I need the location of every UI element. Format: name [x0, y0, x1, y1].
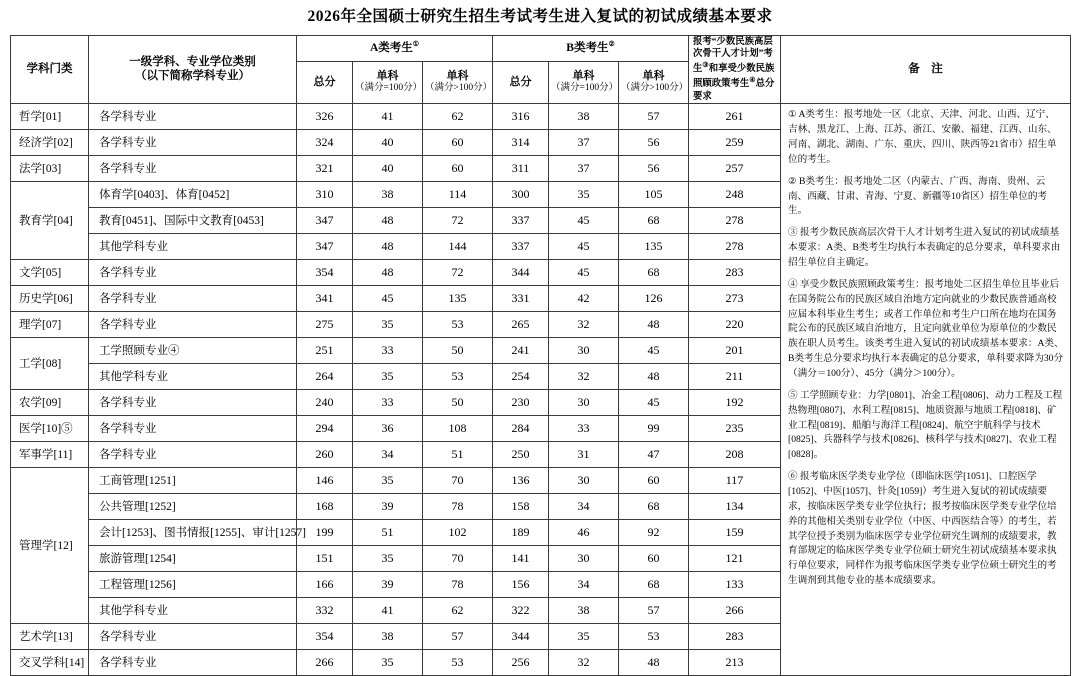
b-single-over-100-cell: 68 [619, 494, 689, 520]
b-single-100-cell: 32 [549, 650, 619, 676]
header-remarks: 备 注 [781, 35, 1071, 104]
b-total-cell: 337 [493, 208, 549, 234]
header-a-total: 总分 [297, 61, 353, 104]
b-single-100-cell: 45 [549, 208, 619, 234]
minority-total-cell: 121 [689, 546, 781, 572]
minority-total-cell: 278 [689, 208, 781, 234]
header-b-single-over-100 [619, 61, 689, 104]
minority-total-cell: 201 [689, 338, 781, 364]
minority-total-cell: 248 [689, 182, 781, 208]
major-name-cell: 会计[1253]、图书情报[1255]、审计[1257] [89, 520, 297, 546]
a-single-100-cell: 40 [353, 156, 423, 182]
a-single-100-cell: 40 [353, 130, 423, 156]
a-total-cell: 166 [297, 572, 353, 598]
minority-total-cell: 117 [689, 468, 781, 494]
a-single-100-cell: 35 [353, 546, 423, 572]
b-single-100-cell: 45 [549, 260, 619, 286]
b-single-100-cell: 45 [549, 234, 619, 260]
minority-total-cell: 211 [689, 364, 781, 390]
a-single-over-100-cell: 62 [423, 598, 493, 624]
a-single-100-cell: 41 [353, 104, 423, 130]
b-single-100-cell: 46 [549, 520, 619, 546]
discipline-category-cell: 医学[10]⑤ [11, 416, 89, 442]
discipline-category-cell: 法学[03] [11, 156, 89, 182]
remark-note: ⑥ 报考临床医学类专业学位（即临床医学[1051]、口腔医学[1052]、中医[1057]、针灸[1059]）考生进入复试的初试成绩要求，按临床医学类专业学位执行；报考按临床医学类专业学位培养的其他相关类别专业学位（中医、中西医结合等）的考生，若其学位授予类别为临床医学专业学位研究生调剂的成绩要求，教育部规定的临床医学类专业学位硕士研究生初试成绩基本要求执行单位要求，同样作为报考临床医学类专业学位硕士研究生的考生调剂到其他专业的基本成绩要求。 [788, 471, 1057, 587]
a-single-100-cell: 51 [353, 520, 423, 546]
discipline-category-cell: 工学[08] [11, 338, 89, 390]
major-name-cell: 各学科专业 [89, 416, 297, 442]
header-group-b-label: B类考生 [566, 42, 609, 55]
header-a-single-over-100 [423, 61, 493, 104]
header-group-b-mark: ② [608, 40, 615, 49]
major-name-cell: 各学科专业 [89, 312, 297, 338]
b-single-100-cell: 30 [549, 338, 619, 364]
header-b-single-over-100-sub: （满分>100分） [621, 83, 689, 94]
a-total-cell: 260 [297, 442, 353, 468]
a-total-cell: 275 [297, 312, 353, 338]
b-single-over-100-cell: 126 [619, 286, 689, 312]
minority-total-cell: 220 [689, 312, 781, 338]
a-single-over-100-cell: 70 [423, 546, 493, 572]
b-single-over-100-cell: 45 [619, 390, 689, 416]
discipline-category-cell: 交叉学科[14] [11, 650, 89, 676]
a-total-cell: 146 [297, 468, 353, 494]
header-minority-policy-text1: 报考“少数民族高层次骨干人才计划”考生 [693, 36, 773, 75]
a-total-cell: 341 [297, 286, 353, 312]
a-total-cell: 347 [297, 234, 353, 260]
b-single-over-100-cell: 57 [619, 598, 689, 624]
table-header [11, 35, 1071, 104]
b-single-100-cell: 34 [549, 494, 619, 520]
a-single-100-cell: 48 [353, 208, 423, 234]
major-name-cell: 各学科专业 [89, 130, 297, 156]
a-total-cell: 354 [297, 260, 353, 286]
a-total-cell: 354 [297, 624, 353, 650]
b-single-over-100-cell: 68 [619, 572, 689, 598]
b-single-over-100-cell: 47 [619, 442, 689, 468]
b-single-100-cell: 42 [549, 286, 619, 312]
minority-total-cell: 261 [689, 104, 781, 130]
minority-total-cell: 266 [689, 598, 781, 624]
minority-total-cell: 273 [689, 286, 781, 312]
page-title: 2026年全国硕士研究生招生考试考生进入复试的初试成绩基本要求 [307, 8, 773, 25]
b-single-over-100-cell: 68 [619, 208, 689, 234]
table-row [11, 104, 1071, 130]
major-name-cell: 各学科专业 [89, 156, 297, 182]
b-single-over-100-cell: 56 [619, 130, 689, 156]
header-b-single-100 [549, 61, 619, 104]
a-single-100-cell: 35 [353, 468, 423, 494]
a-single-over-100-cell: 108 [423, 416, 493, 442]
header-b-total: 总分 [493, 61, 549, 104]
a-single-100-cell: 33 [353, 338, 423, 364]
a-single-over-100-cell: 50 [423, 338, 493, 364]
b-single-100-cell: 37 [549, 130, 619, 156]
minority-total-cell: 192 [689, 390, 781, 416]
b-single-100-cell: 38 [549, 598, 619, 624]
remark-note: ⑤ 工学照顾专业：力学[0801]、冶金工程[0806]、动力工程及工程热物理[0807]、水利工程[0815]、地质资源与地质工程[0818]、矿业工程[0819]、船舶与海洋工程[0824]、航空宇航科学与技术[0825]、兵器科学与技术[0826]、核科学与技术[0827]、农业工程[0828]。 [788, 389, 1063, 461]
a-single-100-cell: 35 [353, 364, 423, 390]
a-single-100-cell: 35 [353, 650, 423, 676]
major-name-cell: 公共管理[1252] [89, 494, 297, 520]
remark-note: ③ 报考少数民族高层次骨干人才计划考生进入复试的初试成绩基本要求：A类、B类考生均执行本表确定的总分要求，单科要求由招生单位自主确定。 [788, 227, 1061, 269]
b-total-cell: 256 [493, 650, 549, 676]
header-b-single-100-label: 单科 [572, 69, 595, 82]
b-single-over-100-cell: 56 [619, 156, 689, 182]
a-total-cell: 251 [297, 338, 353, 364]
a-total-cell: 151 [297, 546, 353, 572]
minority-total-cell: 134 [689, 494, 781, 520]
b-single-100-cell: 32 [549, 312, 619, 338]
a-single-over-100-cell: 102 [423, 520, 493, 546]
minority-total-cell: 283 [689, 624, 781, 650]
minority-total-cell: 278 [689, 234, 781, 260]
b-total-cell: 136 [493, 468, 549, 494]
header-first-level-discipline [89, 35, 297, 104]
b-total-cell: 156 [493, 572, 549, 598]
header-a-single-over-100-sub: （满分>100分） [425, 83, 493, 94]
score-requirements-table [10, 35, 1071, 676]
b-total-cell: 331 [493, 286, 549, 312]
a-single-over-100-cell: 78 [423, 572, 493, 598]
a-single-100-cell: 35 [353, 312, 423, 338]
header-group-b [493, 35, 689, 61]
major-name-cell: 旅游管理[1254] [89, 546, 297, 572]
b-total-cell: 230 [493, 390, 549, 416]
b-total-cell: 284 [493, 416, 549, 442]
a-single-over-100-cell: 70 [423, 468, 493, 494]
remark-note: ① A类考生：报考地处一区（北京、天津、河北、山西、辽宁、吉林、黑龙江、上海、江苏、浙江、安徽、福建、江西、山东、河南、湖北、湖南、广东、重庆、四川、陕西等21省市）招生单位的考生。 [788, 109, 1057, 165]
b-total-cell: 316 [493, 104, 549, 130]
b-single-over-100-cell: 60 [619, 546, 689, 572]
a-single-100-cell: 48 [353, 260, 423, 286]
discipline-category-cell: 经济学[02] [11, 130, 89, 156]
a-single-over-100-cell: 53 [423, 650, 493, 676]
discipline-category-cell: 农学[09] [11, 390, 89, 416]
a-total-cell: 347 [297, 208, 353, 234]
a-single-over-100-cell: 53 [423, 312, 493, 338]
b-single-100-cell: 38 [549, 104, 619, 130]
b-single-over-100-cell: 99 [619, 416, 689, 442]
header-minority-policy-mark2: ④ [749, 75, 756, 84]
b-total-cell: 311 [493, 156, 549, 182]
b-single-100-cell: 30 [549, 468, 619, 494]
major-name-cell: 各学科专业 [89, 650, 297, 676]
b-total-cell: 314 [493, 130, 549, 156]
major-name-cell: 各学科专业 [89, 624, 297, 650]
b-single-100-cell: 30 [549, 546, 619, 572]
b-single-over-100-cell: 60 [619, 468, 689, 494]
a-single-over-100-cell: 50 [423, 390, 493, 416]
a-single-over-100-cell: 144 [423, 234, 493, 260]
a-single-100-cell: 38 [353, 182, 423, 208]
b-total-cell: 344 [493, 260, 549, 286]
a-single-100-cell: 39 [353, 494, 423, 520]
a-single-over-100-cell: 62 [423, 104, 493, 130]
b-single-100-cell: 33 [549, 416, 619, 442]
a-total-cell: 199 [297, 520, 353, 546]
a-single-over-100-cell: 53 [423, 364, 493, 390]
b-total-cell: 141 [493, 546, 549, 572]
a-single-100-cell: 45 [353, 286, 423, 312]
b-single-over-100-cell: 48 [619, 312, 689, 338]
a-single-100-cell: 38 [353, 624, 423, 650]
a-total-cell: 264 [297, 364, 353, 390]
a-total-cell: 321 [297, 156, 353, 182]
discipline-category-cell: 管理学[12] [11, 468, 89, 624]
header-group-a-label: A类考生 [369, 42, 413, 55]
header-b-single-100-sub: （满分=100分） [551, 83, 619, 94]
b-single-over-100-cell: 45 [619, 338, 689, 364]
b-single-100-cell: 35 [549, 624, 619, 650]
a-single-over-100-cell: 57 [423, 624, 493, 650]
minority-total-cell: 257 [689, 156, 781, 182]
discipline-category-cell: 历史学[06] [11, 286, 89, 312]
major-name-cell: 其他学科专业 [89, 598, 297, 624]
header-minority-policy [689, 35, 781, 104]
b-single-100-cell: 32 [549, 364, 619, 390]
header-group-a [297, 35, 493, 61]
a-single-100-cell: 39 [353, 572, 423, 598]
major-name-cell: 各学科专业 [89, 286, 297, 312]
a-total-cell: 168 [297, 494, 353, 520]
discipline-category-cell: 艺术学[13] [11, 624, 89, 650]
remark-note: ② B类考生：报考地处二区（内蒙古、广西、海南、贵州、云南、西藏、甘肃、青海、宁夏、新疆等10省区）招生单位的考生。 [788, 175, 1048, 217]
b-single-over-100-cell: 57 [619, 104, 689, 130]
b-single-100-cell: 31 [549, 442, 619, 468]
a-single-over-100-cell: 51 [423, 442, 493, 468]
b-total-cell: 337 [493, 234, 549, 260]
header-group-a-mark: ① [412, 40, 420, 49]
b-total-cell: 344 [493, 624, 549, 650]
header-discipline-category: 学科门类 [11, 35, 89, 104]
discipline-category-cell: 军事学[11] [11, 442, 89, 468]
minority-total-cell: 159 [689, 520, 781, 546]
major-name-cell: 其他学科专业 [89, 364, 297, 390]
a-single-100-cell: 33 [353, 390, 423, 416]
header-first-level-discipline-main: 一级学科、专业学位类别 [129, 56, 256, 69]
a-total-cell: 266 [297, 650, 353, 676]
major-name-cell: 工商管理[1251] [89, 468, 297, 494]
a-single-over-100-cell: 72 [423, 260, 493, 286]
major-name-cell: 各学科专业 [89, 260, 297, 286]
header-minority-policy-mark: ③ [702, 60, 709, 69]
b-total-cell: 322 [493, 598, 549, 624]
b-single-over-100-cell: 105 [619, 182, 689, 208]
a-single-100-cell: 41 [353, 598, 423, 624]
b-total-cell: 254 [493, 364, 549, 390]
a-single-over-100-cell: 60 [423, 156, 493, 182]
major-name-cell: 各学科专业 [89, 104, 297, 130]
b-single-over-100-cell: 135 [619, 234, 689, 260]
a-total-cell: 240 [297, 390, 353, 416]
b-single-over-100-cell: 48 [619, 364, 689, 390]
discipline-category-cell: 哲学[01] [11, 104, 89, 130]
a-single-over-100-cell: 114 [423, 182, 493, 208]
a-single-over-100-cell: 60 [423, 130, 493, 156]
a-single-over-100-cell: 135 [423, 286, 493, 312]
major-name-cell: 其他学科专业 [89, 234, 297, 260]
header-a-single-over-100-label: 单科 [446, 69, 469, 82]
major-name-cell: 工学照顾专业④ [89, 338, 297, 364]
header-minority-policy-sub: 总分要求 [693, 78, 775, 102]
header-minority-policy-text2: 和享受少数民族照顾政策考生 [693, 64, 775, 89]
b-single-100-cell: 37 [549, 156, 619, 182]
major-name-cell: 各学科专业 [89, 442, 297, 468]
a-single-100-cell: 36 [353, 416, 423, 442]
b-total-cell: 189 [493, 520, 549, 546]
minority-total-cell: 208 [689, 442, 781, 468]
major-name-cell: 各学科专业 [89, 390, 297, 416]
major-name-cell: 工程管理[1256] [89, 572, 297, 598]
header-a-single-100-sub: （满分=100分） [355, 83, 423, 94]
header-a-single-100-label: 单科 [376, 69, 399, 82]
major-name-cell: 体育学[0403]、体育[0452] [89, 182, 297, 208]
minority-total-cell: 213 [689, 650, 781, 676]
a-total-cell: 324 [297, 130, 353, 156]
discipline-category-cell: 教育学[04] [11, 182, 89, 260]
minority-total-cell: 133 [689, 572, 781, 598]
discipline-category-cell: 文学[05] [11, 260, 89, 286]
a-single-over-100-cell: 78 [423, 494, 493, 520]
table-body [11, 104, 1071, 676]
b-single-over-100-cell: 48 [619, 650, 689, 676]
a-single-100-cell: 48 [353, 234, 423, 260]
b-total-cell: 250 [493, 442, 549, 468]
discipline-category-cell: 理学[07] [11, 312, 89, 338]
minority-total-cell: 259 [689, 130, 781, 156]
b-single-100-cell: 35 [549, 182, 619, 208]
a-total-cell: 332 [297, 598, 353, 624]
b-single-over-100-cell: 92 [619, 520, 689, 546]
a-single-over-100-cell: 72 [423, 208, 493, 234]
remark-note: ④ 享受少数民族照顾政策考生：报考地处二区招生单位且毕业后在国务院公布的民族区域自治地方定向就业的少数民族普通高校应届本科毕业生考生；或者工作单位和考生户口所在地均在国务院公布的民族区域自治地方，且定向就业单位为原单位的少数民族在职人员考生。该类考生进入复试的初试成绩基本要求：A类、B类考生总分要求均执行本表确定的总分要求，单科要求降为30分（满分＝100分）、45分（满分＞100分）。 [788, 278, 1064, 380]
header-b-single-over-100-label: 单科 [642, 69, 665, 82]
b-single-100-cell: 34 [549, 572, 619, 598]
minority-total-cell: 283 [689, 260, 781, 286]
b-single-over-100-cell: 53 [619, 624, 689, 650]
header-a-single-100 [353, 61, 423, 104]
header-first-level-discipline-sub: （以下简称学科专业） [135, 70, 250, 83]
b-total-cell: 265 [493, 312, 549, 338]
b-single-over-100-cell: 68 [619, 260, 689, 286]
remarks-cell [781, 104, 1071, 676]
a-single-100-cell: 34 [353, 442, 423, 468]
minority-total-cell: 235 [689, 416, 781, 442]
b-single-100-cell: 30 [549, 390, 619, 416]
a-total-cell: 310 [297, 182, 353, 208]
b-total-cell: 158 [493, 494, 549, 520]
b-total-cell: 241 [493, 338, 549, 364]
b-total-cell: 300 [493, 182, 549, 208]
a-total-cell: 326 [297, 104, 353, 130]
a-total-cell: 294 [297, 416, 353, 442]
major-name-cell: 教育[0451]、国际中文教育[0453] [89, 208, 297, 234]
